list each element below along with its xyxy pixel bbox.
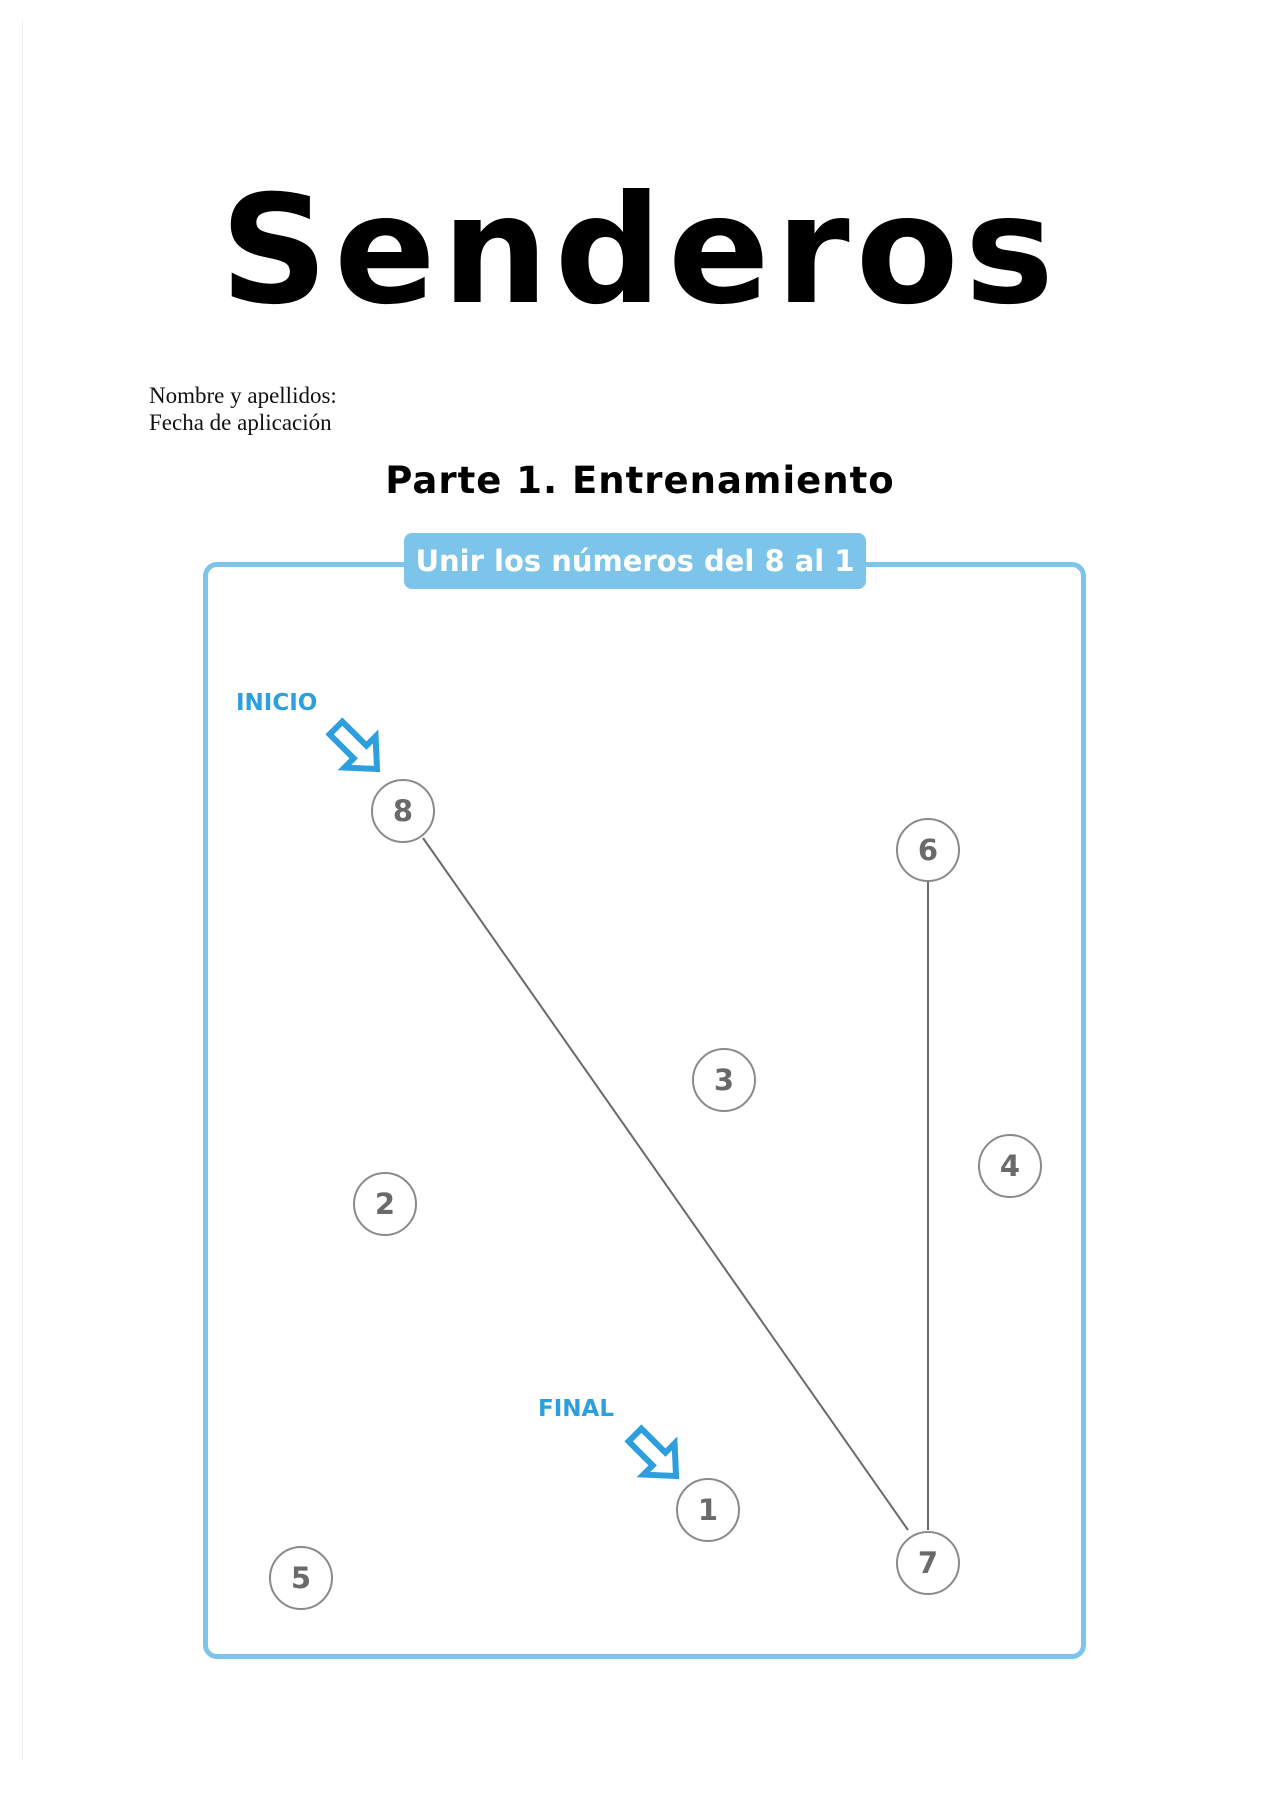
- node-3[interactable]: 3: [692, 1048, 756, 1112]
- worksheet-title: Senderos: [220, 164, 1060, 338]
- name-label: Nombre y apellidos:: [149, 383, 337, 408]
- node-4[interactable]: 4: [978, 1134, 1042, 1198]
- section-title: Parte 1. Entrenamiento: [385, 459, 895, 502]
- start-arrow-icon: [320, 712, 392, 784]
- instruction-banner: Unir los números del 8 al 1: [404, 533, 866, 589]
- node-5[interactable]: 5: [269, 1546, 333, 1610]
- end-label: FINAL: [538, 1396, 614, 1422]
- node-8[interactable]: 8: [371, 779, 435, 843]
- start-label: INICIO: [236, 690, 318, 716]
- node-6[interactable]: 6: [896, 818, 960, 882]
- node-7[interactable]: 7: [896, 1531, 960, 1595]
- node-2[interactable]: 2: [353, 1172, 417, 1236]
- path-line-8-7: [423, 838, 908, 1530]
- date-label: Fecha de aplicación: [149, 410, 332, 435]
- node-1[interactable]: 1: [676, 1478, 740, 1542]
- end-arrow-icon: [619, 1419, 691, 1491]
